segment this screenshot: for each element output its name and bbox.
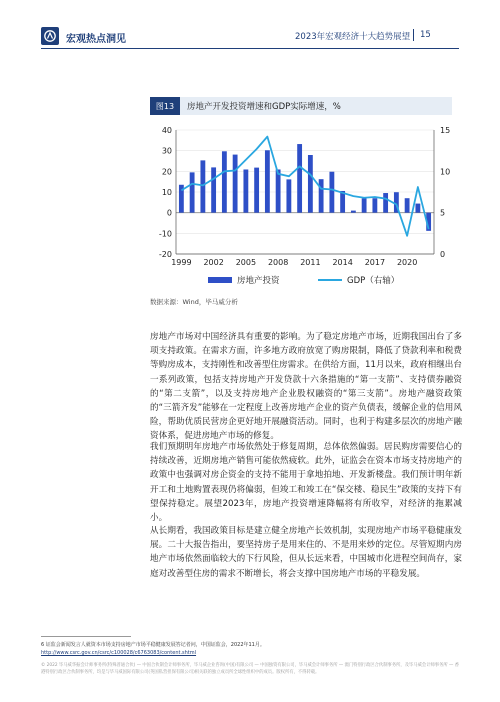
bar-real-estate-investment: [351, 211, 356, 213]
paragraph-1: 房地产市场对中国经济具有重要的影响。为了稳定房地产市场，近期我国出台了多项支持政策。在需求方面，许多地方政府放宽了购房限制，降低了贷款利率和税费等购房成本，支持刚性和改善型住房需求。在供给方面，11月以来，政府相继出台一系列政策，包括支持房地产开发贷款十六条措施的“第一支箭”、支持债券融资的“第二支箭”，以及支持房地产企业股权融资的“第三支箭”。房地产融资政策的“三箭齐发”能够在一定程度上改善房地产企业的资产负债表，缓解企业的信用风险，帮助优质民营房企更好地开展融资活动。同时，也利于构建多层次的房地产融资体系，促进房地产市场的修复。: [150, 332, 462, 442]
header-rule: [41, 48, 459, 49]
y-right-tick-label: 0: [440, 250, 446, 259]
bar-real-estate-investment: [222, 151, 227, 212]
report-title: 2023年宏观经济十大趋势展望: [295, 32, 411, 42]
bar-real-estate-investment: [243, 169, 248, 212]
page-header: [0, 0, 500, 48]
bar-real-estate-investment: [362, 198, 367, 212]
section-title: 宏观热点洞见: [66, 34, 126, 45]
y-left-tick-label: 40: [161, 126, 172, 135]
bar-real-estate-investment: [254, 168, 259, 213]
paragraph-2: 我们预期明年房地产市场依然处于修复周期，总体依然偏弱。居民购房需要信心的持续改善，近期房地产销售可能依然疲软。此外，证监会在资本市场支持房地产的政策中也强调对房企资金的支持不能用于拿地拍地、开发新楼盘。我们预计明年新开工和土地购置表现仍将偏弱，但竣工和竣工在“保交楼、稳民生”政策的支持下有望保持稳定。展望2023年，房地产投资增速降幅将有所收窄，对经济的拖累减小。: [150, 442, 462, 524]
y-right-tick-label: 15: [440, 126, 451, 135]
copyright-disclaimer: © 2022 毕马威华振会计师事务所(特殊普通合伙) — 中国合伙制会计师事务所，毕马威企业咨询(中国)有限公司 — 中国独资有限公司，毕马威会计师事务所 — 澳门特别行政区合伙制事务所，及毕马威会计师事务所 — 香港特别行政区合伙制事务所，均是与毕马威国际有限公司(英国私营担保有限公司)相关联的独立成员所全球性组织中的成员。版权所有，不得转载。: [41, 663, 460, 675]
footnote-link[interactable]: http://www.csrc.gov.cn/csrc/c100028/c6763083/content.shtml: [41, 650, 197, 656]
y-left-tick-label: 30: [161, 146, 172, 156]
figure-number: 图13: [150, 97, 180, 115]
x-tick-label: 2017: [364, 258, 386, 267]
bar-real-estate-investment: [190, 172, 195, 212]
bar-real-estate-investment: [319, 179, 324, 212]
bar-real-estate-investment: [383, 193, 388, 213]
bar-real-estate-investment: [265, 150, 270, 212]
y-left-tick-label: 10: [161, 188, 172, 197]
footnote: [41, 641, 461, 657]
bar-real-estate-investment: [286, 179, 291, 212]
x-tick-label: 1999: [171, 258, 192, 267]
bar-real-estate-investment: [405, 198, 410, 212]
bar-real-estate-investment: [276, 169, 281, 212]
x-tick-label: 2002: [203, 258, 224, 267]
footnote-rule: [41, 636, 131, 637]
logo-icon: [41, 27, 59, 45]
x-tick-label: 2008: [267, 258, 289, 267]
bar-real-estate-investment: [297, 144, 302, 213]
header-divider: [413, 29, 414, 41]
bar-real-estate-investment: [329, 172, 334, 213]
paragraph-3: 从长期看，我国政策目标是建立健全房地产长效机制，实现房地产市场平稳健康发展。二十大报告指出，要坚持房子是用来住的、不是用来炒的定位。尽管短期内房地产市场依然面临较大的下行风险，但从长远来看，中国城市化进程空间尚存，家庭对改善型住房的需求不断增长，将会支撑中国房地产市场的平稳发展。: [150, 526, 462, 579]
y-left-tick-label: -20: [158, 250, 172, 259]
bar-real-estate-investment: [372, 198, 377, 212]
y-right-tick-label: 5: [440, 208, 446, 218]
bar-real-estate-investment: [415, 204, 420, 213]
legend-swatch-investment: [208, 277, 232, 283]
bar-real-estate-investment: [308, 155, 313, 213]
footnote-text: 6 证监会新闻发言人就资本市场支持房地产市场平稳健康发展答记者问，中国证监会，2022年11月。: [41, 642, 265, 648]
bar-real-estate-investment: [233, 155, 238, 213]
figure-source: 数据来源：Wind，毕马威分析: [150, 298, 238, 306]
x-tick-label: 2011: [300, 258, 321, 267]
y-right-tick-label: 10: [440, 167, 451, 177]
page-number: 15: [420, 30, 431, 40]
y-left-tick-label: -10: [158, 229, 172, 239]
x-tick-label: 2014: [332, 258, 353, 267]
y-left-tick-label: 0: [166, 208, 172, 218]
x-tick-label: 2005: [235, 258, 257, 267]
bar-real-estate-investment: [211, 167, 216, 212]
line-gdp: [181, 137, 428, 236]
legend-label-gdp: GDP（右轴）: [347, 276, 400, 286]
y-left-tick-label: 20: [161, 167, 172, 177]
investment-gdp-chart: [150, 120, 462, 292]
figure-title: 房地产开发投资增速和GDP实际增速，%: [187, 102, 341, 112]
bar-real-estate-investment: [200, 160, 205, 212]
legend-label-investment: 房地产投资: [237, 276, 280, 286]
x-tick-label: 2020: [396, 258, 418, 267]
figure-caption: [150, 97, 452, 115]
